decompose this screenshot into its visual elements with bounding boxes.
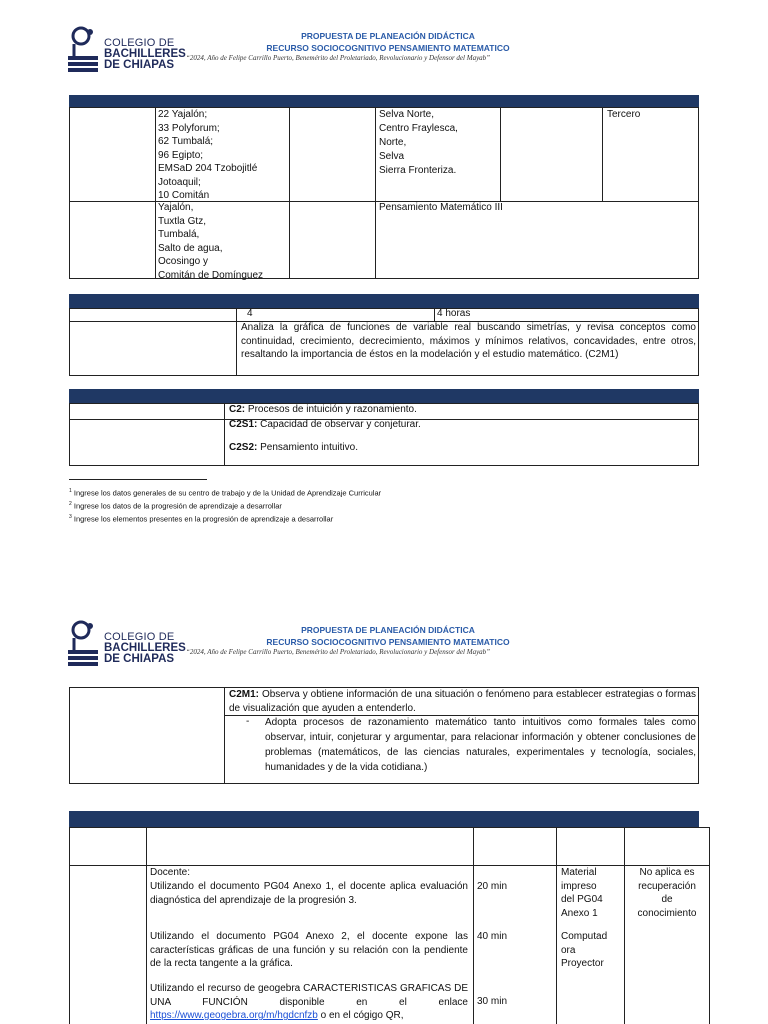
learning-goal: Adopta procesos de razonamiento matemático tanto intuitivos como formales tales como observar, intuir, conjeturar y argumentar, para relacionar información y obtener conclusiones de problemas (matemáticos, de las ciencias naturales, experimentales y tecnología, sociales, humanidades y de la vida cotidiana.) bbox=[265, 717, 696, 773]
table5-header-band bbox=[69, 811, 699, 827]
time-2: 40 min bbox=[477, 931, 508, 942]
resource-1: Material impreso del PG04 Anexo 1 bbox=[561, 867, 603, 919]
uac-name: Pensamiento Matemático III bbox=[379, 202, 503, 213]
college-logo-icon bbox=[68, 620, 98, 668]
document-subtitle: RECURSO SOCIOCOGNITIVO PENSAMIENTO MATEMATICO bbox=[266, 43, 510, 53]
logo-line-3: DE CHIAPAS bbox=[104, 59, 175, 71]
geogebra-link[interactable]: https://www.geogebra.org/m/hgdcnfzb bbox=[150, 1010, 318, 1021]
activity-1: Utilizando el documento PG04 Anexo 1, el docente aplica evaluación diagnóstica del aprendizaje de la progresión 3. bbox=[150, 881, 468, 906]
logo bbox=[68, 24, 188, 76]
regions-list: Selva Norte, Centro Fraylesca, Norte, Selva Sierra Fronteriza. bbox=[379, 109, 458, 176]
c2s1-subcategory: C2S1: Capacidad de observar y conjeturar. bbox=[229, 419, 421, 430]
footnote-2: $^2$ Ingrese los datos de la progresión de aprendizaje a desarrollar bbox=[69, 501, 282, 511]
footnote-separator bbox=[69, 479, 207, 480]
footnote-3: $^3$ Ingrese los elementos presentes en la progresión de aprendizaje a desarrollar bbox=[69, 514, 334, 524]
c2s2-subcategory: C2S2: Pensamiento intuitivo. bbox=[229, 442, 358, 453]
goal-bullet: - bbox=[246, 716, 250, 727]
progression-number: 4 bbox=[247, 308, 253, 319]
table1-header-band bbox=[69, 95, 699, 107]
page-header-1 bbox=[68, 24, 708, 80]
resource-2: Computad ora Proyector bbox=[561, 931, 608, 969]
document-title: PROPUESTA DE PLANEACIÓN DIDÁCTICA bbox=[301, 31, 475, 41]
logo-line-2: BACHILLERES bbox=[104, 48, 186, 60]
cities-list: Yajalón, Tuxtla Gtz, Tumbalá, Salto de agua, Ocosingo y Comitán de Domínguez bbox=[158, 202, 264, 281]
header-motto: “2024, Año de Felipe Carrillo Puerto, Benemérito del Proletariado, Revolucionario y Defensor del Mayab” bbox=[186, 648, 491, 656]
document-title: PROPUESTA DE PLANEACIÓN DIDÁCTICA bbox=[301, 625, 475, 635]
progression-description: Analiza la gráfica de funciones de variable real buscando simetrías, y revisa conceptos como continuidad, crecimiento, decrecimiento, máximos y mínimos relativos, concavidades, entre otros, resaltando la importancia de éstos en la modelación y el estudio matemático. (C2M1) bbox=[241, 322, 696, 360]
logo-line-1: COLEGIO DE bbox=[104, 37, 175, 49]
logo-line-3: DE CHIAPAS bbox=[104, 653, 175, 665]
table2-header-band bbox=[69, 294, 699, 308]
evaluation-1: No aplica es recuperación de conocimiento bbox=[637, 867, 697, 919]
table3-header-band bbox=[69, 389, 699, 403]
c2-category: C2: Procesos de intuición y razonamiento. bbox=[229, 404, 417, 415]
footnote-1: $^1$ Ingrese los datos generales de su centro de trabajo y de la Unidad de Aprendizaje Curricular bbox=[69, 488, 382, 498]
activity-3: Utilizando el recurso de geogebra CARACTERISTICAS GRAFICAS DE UNA FUNCIÓN disponible en el enlace https://www.geogebra.org/m/hgdcnfzb o en el cógigo QR, bbox=[150, 983, 468, 1021]
college-logo-icon bbox=[68, 26, 98, 74]
time-3: 30 min bbox=[477, 996, 508, 1007]
activity-2: Utilizando el documento PG04 Anexo 2, el docente expone las características gráficas de una función y su relación con la pendiente de la recta tangente a la gráfica. bbox=[150, 931, 468, 969]
work-centers-list: 22 Yajalón; 33 Polyforum; 62 Tumbalá; 96 Egipto; EMSaD 204 Tzobojitlé Jotoaquil; 10 Comitán bbox=[158, 109, 258, 201]
document-subtitle: RECURSO SOCIOCOGNITIVO PENSAMIENTO MATEMATICO bbox=[266, 637, 510, 647]
time-1: 20 min bbox=[477, 881, 508, 892]
page-header-2 bbox=[68, 618, 708, 674]
progression-hours: 4 horas bbox=[437, 308, 471, 319]
logo bbox=[68, 618, 188, 670]
semester-value: Tercero bbox=[607, 109, 641, 120]
actor-label: Docente: bbox=[150, 867, 191, 878]
logo-line-1: COLEGIO DE bbox=[104, 631, 175, 643]
header-motto: “2024, Año de Felipe Carrillo Puerto, Benemérito del Proletariado, Revolucionario y Defensor del Mayab” bbox=[186, 54, 491, 62]
logo-line-2: BACHILLERES bbox=[104, 642, 186, 654]
c2m1-goal: C2M1: Observa y obtiene información de una situación o fenómeno para establecer estrategias o formas de visualización que ayuden a entenderlo. bbox=[229, 689, 696, 714]
